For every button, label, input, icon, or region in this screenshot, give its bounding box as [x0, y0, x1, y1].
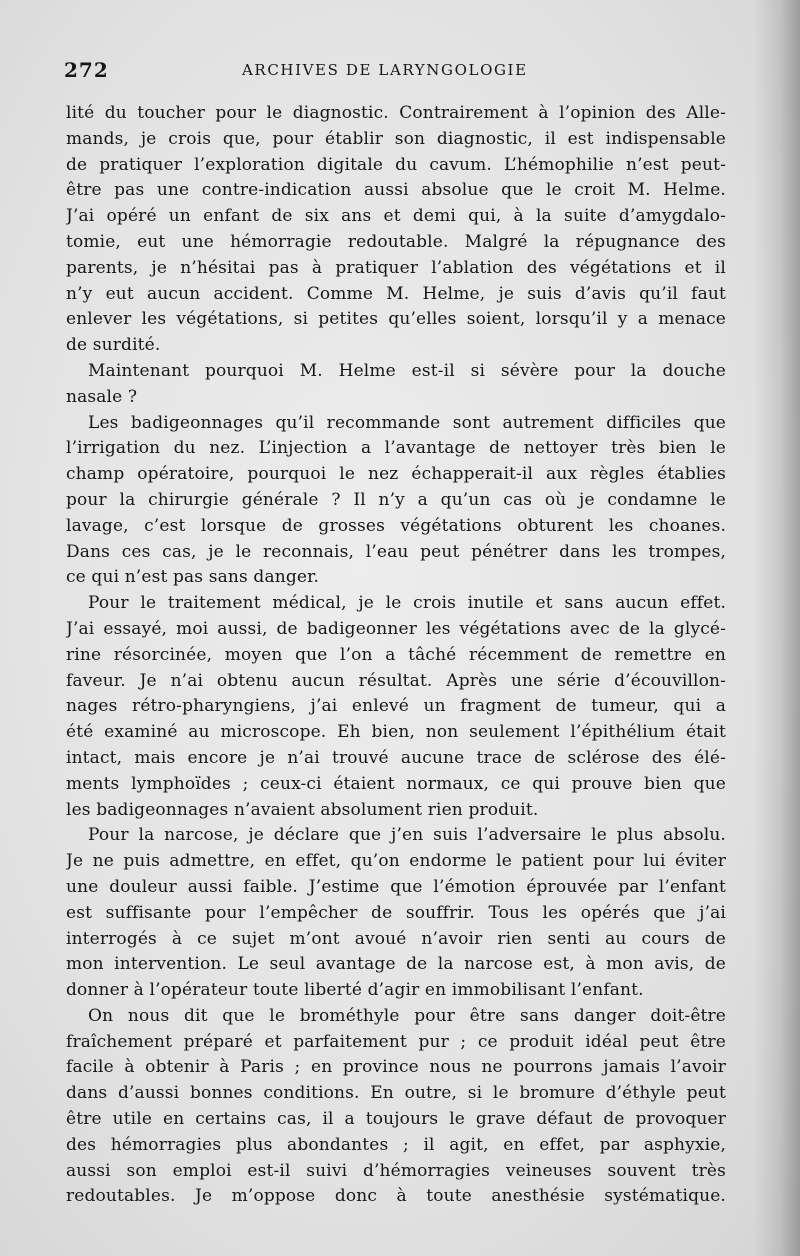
text-line: faveur. Je n’ai obtenu aucun résultat. Après une série d’écouvillon- [66, 670, 726, 691]
text-line: de surdité. [66, 335, 161, 356]
text-line: pour la chirurgie générale ? Il n’y a qu’un cas où je condamne le [66, 489, 726, 510]
text-line: mon intervention. Le seul avantage de la narcose est, à mon avis, de [66, 954, 726, 975]
text-line: J’ai opéré un enfant de six ans et demi qui, à la suite d’amygdalo- [66, 206, 726, 227]
text-line: être utile en certains cas, il a toujours le grave défaut de provoquer [66, 1109, 726, 1130]
text-line: intact, mais encore je n’ai trouvé aucune trace de sclérose des élé- [66, 747, 726, 768]
text-line: des hémorragies plus abondantes ; il agit, en effet, par asphyxie, [66, 1134, 726, 1155]
text-line: Les badigeonnages qu’il recommande sont autrement difficiles que [88, 412, 726, 433]
text-line: champ opératoire, pourquoi le nez échapperait-il aux règles établies [66, 464, 726, 485]
text-line: lavage, c’est lorsque de grosses végétations obturent les choanes. [66, 515, 726, 536]
text-line: Je ne puis admettre, en effet, qu’on endorme le patient pour lui éviter [66, 851, 726, 872]
text-line: redoutables. Je m’oppose donc à toute anesthésie systématique. [66, 1186, 726, 1207]
text-line: parents, je n’hésitai pas à pratiquer l’ablation des végétations et il [66, 257, 726, 278]
text-line: les badigeonnages n’avaient absolument rien produit. [66, 799, 539, 820]
text-line: l’irrigation du nez. L’injection a l’avantage de nettoyer très bien le [66, 438, 726, 459]
text-line: mands, je crois que, pour établir son diagnostic, il est indispensable [66, 128, 726, 149]
text-line: facile à obtenir à Paris ; en province nous ne pourrons jamais l’avoir [66, 1057, 726, 1078]
text-line: n’y eut aucun accident. Comme M. Helme, je suis d’avis qu’il faut [66, 283, 726, 304]
text-line: J’ai essayé, moi aussi, de badigeonner les végétations avec de la glycé- [66, 618, 726, 639]
text-line: On nous dit que le brométhyle pour être sans danger doit-être [88, 1005, 726, 1026]
text-line: rine résorcinée, moyen que l’on a tâché récemment de remettre en [66, 644, 726, 665]
text-line: Dans ces cas, je le reconnais, l’eau peut pénétrer dans les trompes, [66, 541, 726, 562]
text-line: fraîchement préparé et parfaitement pur ; ce produit idéal peut être [66, 1031, 726, 1052]
text-line: une douleur aussi faible. J’estime que l’émotion éprouvée par l’enfant [66, 876, 726, 897]
text-line: été examiné au microscope. Eh bien, non seulement l’épithélium était [66, 722, 726, 743]
page-header [64, 58, 730, 82]
text-line: tomie, eut une hémorragie redoutable. Malgré la répugnance des [66, 231, 726, 252]
page-number: 272 [64, 58, 109, 82]
text-line: Pour la narcose, je déclare que j’en suis l’adversaire le plus absolu. [88, 825, 726, 846]
text-line: lité du toucher pour le diagnostic. Contrairement à l’opinion des Alle- [66, 103, 726, 123]
text-line: ce qui n’est pas sans danger. [66, 567, 320, 588]
text-line: nasale ? [66, 386, 138, 407]
text-line: aussi son emploi est-il suivi d’hémorragies veineuses souvent très [66, 1160, 726, 1181]
text-line: est suffisante pour l’empêcher de souffrir. Tous les opérés que j’ai [66, 902, 726, 923]
text-line: être pas une contre-indication aussi absolue que le croit M. Helme. [66, 180, 726, 201]
running-head: ARCHIVES DE LARYNGOLOGIE [242, 61, 528, 79]
page-gutter-shadow [754, 0, 800, 1256]
text-line: Pour le traitement médical, je le crois inutile et sans aucun effet. [88, 593, 726, 614]
text-line: enlever les végétations, si petites qu’elles soient, lorsqu’il y a menace [66, 309, 726, 330]
text-line: donner à l’opérateur toute liberté d’agir en immobilisant l’enfant. [66, 980, 644, 1001]
text-line: interrogés à ce sujet m’ont avoué n’avoir rien senti au cours de [66, 928, 726, 949]
text-line: de pratiquer l’exploration digitale du cavum. L’hémophilie n’est peut- [66, 154, 726, 175]
body-text [66, 101, 726, 1210]
text-line: Maintenant pourquoi M. Helme est-il si sévère pour la douche [88, 360, 726, 381]
text-line: nages rétro-pharyngiens, j’ai enlevé un fragment de tumeur, qui a [66, 696, 726, 717]
text-line: dans d’aussi bonnes conditions. En outre, si le bromure d’éthyle peut [66, 1083, 726, 1104]
text-line: ments lymphoïdes ; ceux-ci étaient normaux, ce qui prouve bien que [66, 773, 726, 794]
